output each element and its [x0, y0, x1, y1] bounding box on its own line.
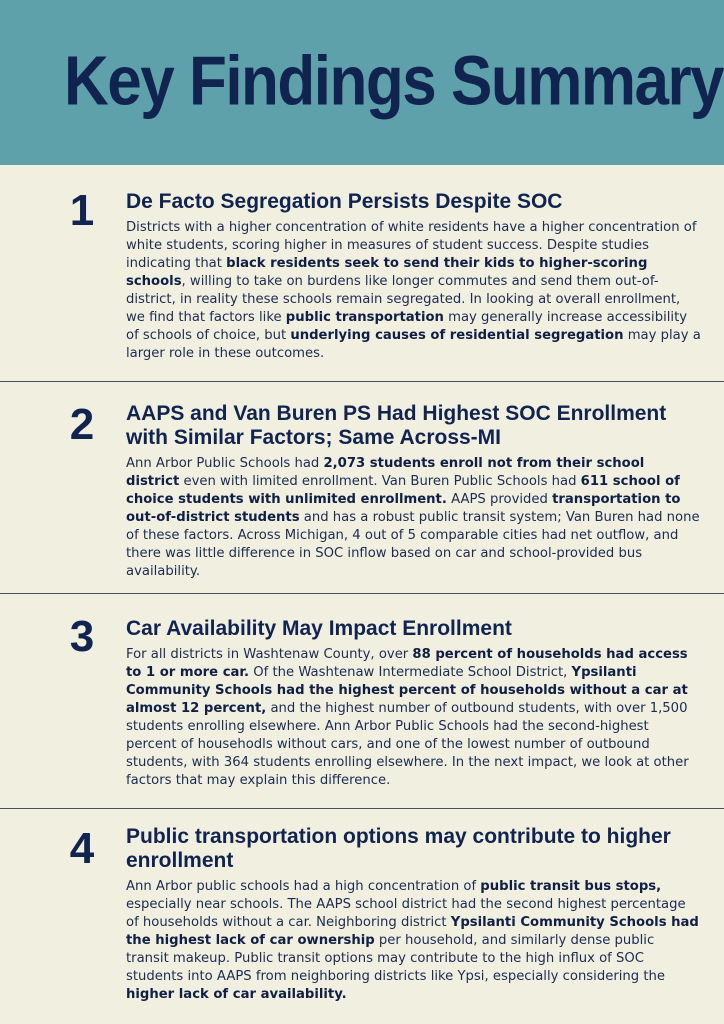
emphasis-text: black residents seek to send their kids to higher-scoring schools: [126, 256, 648, 289]
emphasis-text: Ypsilanti Community Schools had the highest percent of households without a car at almost 12 percent,: [126, 665, 688, 716]
page-title: Key Findings Summary: [64, 43, 724, 121]
body-text: Ann Arbor public schools had a high concentration of: [126, 879, 481, 894]
section-divider: [0, 593, 724, 594]
emphasis-text: public transit bus stops,: [480, 879, 662, 894]
finding-body: [126, 878, 701, 1004]
body-text: Ann Arbor Public Schools had: [126, 456, 324, 471]
body-text: even with limited enrollment. Van Buren Public Schools had: [179, 474, 581, 489]
section-divider: [0, 808, 724, 809]
emphasis-text: 2,073 students enroll not from their school district: [126, 456, 645, 489]
emphasis-text: transportation to out-of-district students: [126, 492, 681, 525]
finding-heading: De Facto Segregation Persists Despite SOC: [126, 190, 563, 213]
emphasis-text: higher lack of car availability.: [126, 987, 347, 1002]
body-text: Districts with a higher concentration of white residents have a higher concentration of white students, scoring higher in measures of student success. Despite studies indicating that: [126, 220, 697, 271]
header-banner: [0, 0, 724, 165]
body-text: especially near schools. The AAPS school district had the second highest percentage of households without a car. Neighboring district: [126, 897, 686, 930]
body-text: may play a larger role in these outcomes.: [126, 328, 701, 361]
finding-heading: AAPS and Van Buren PS Had Highest SOC Enrollment with Similar Factors; Same Across-MI: [126, 402, 667, 449]
finding-heading: Car Availability May Impact Enrollment: [126, 617, 512, 640]
body-text: may generally increase accessibility of schools of choice, but: [126, 310, 688, 343]
emphasis-text: underlying causes of residential segregation: [290, 328, 624, 343]
body-text: Of the Washtenaw Intermediate School District,: [249, 665, 572, 680]
body-text: and the highest number of outbound students, with over 1,500 students enrolling elsewhere. Ann Arbor Public Schools had the second-highest percent of househodls without cars, and one of the lowest number of outbound students, with 364 students enrolling elsewhere. In the next impact, we look at other factors that may explain this difference.: [126, 701, 689, 788]
finding-heading: Public transportation options may contribute to higher enrollment: [126, 825, 671, 872]
finding-body: [126, 455, 701, 581]
finding-number: 2: [69, 400, 95, 449]
body-text: , willing to take on burdens like longer commutes and send them out-of-district, in reality these schools remain segregated. In looking at overall enrollment, we find that factors like: [126, 274, 681, 325]
emphasis-text: 611 school of choice students with unlimited enrollment.: [126, 474, 680, 507]
finding-body: [126, 219, 701, 363]
body-text: per household, and similarly dense public transit makeup. Public transit options may contribute to the high influx of SOC students into AAPS from neighboring districts like Ypsi, especially considering the: [126, 933, 665, 984]
finding-number: 4: [69, 824, 95, 873]
emphasis-text: Ypsilanti Community Schools had the highest lack of car ownership: [126, 915, 699, 948]
section-divider: [0, 381, 724, 382]
body-text: and has a robust public transit system; Van Buren had none of these factors. Across Michigan, 4 out of 5 comparable cities had net outflow, and there was little difference in SOC inflow based on car and school-provided bus availability.: [126, 510, 700, 579]
body-text: AAPS provided: [446, 492, 553, 507]
finding-number: 1: [69, 186, 95, 235]
emphasis-text: public transportation: [285, 310, 444, 325]
emphasis-text: 88 percent of households had access to 1 or more car.: [126, 647, 688, 680]
body-text: For all districts in Washtenaw County, over: [126, 647, 413, 662]
finding-number: 3: [69, 612, 95, 661]
finding-body: [126, 646, 701, 790]
